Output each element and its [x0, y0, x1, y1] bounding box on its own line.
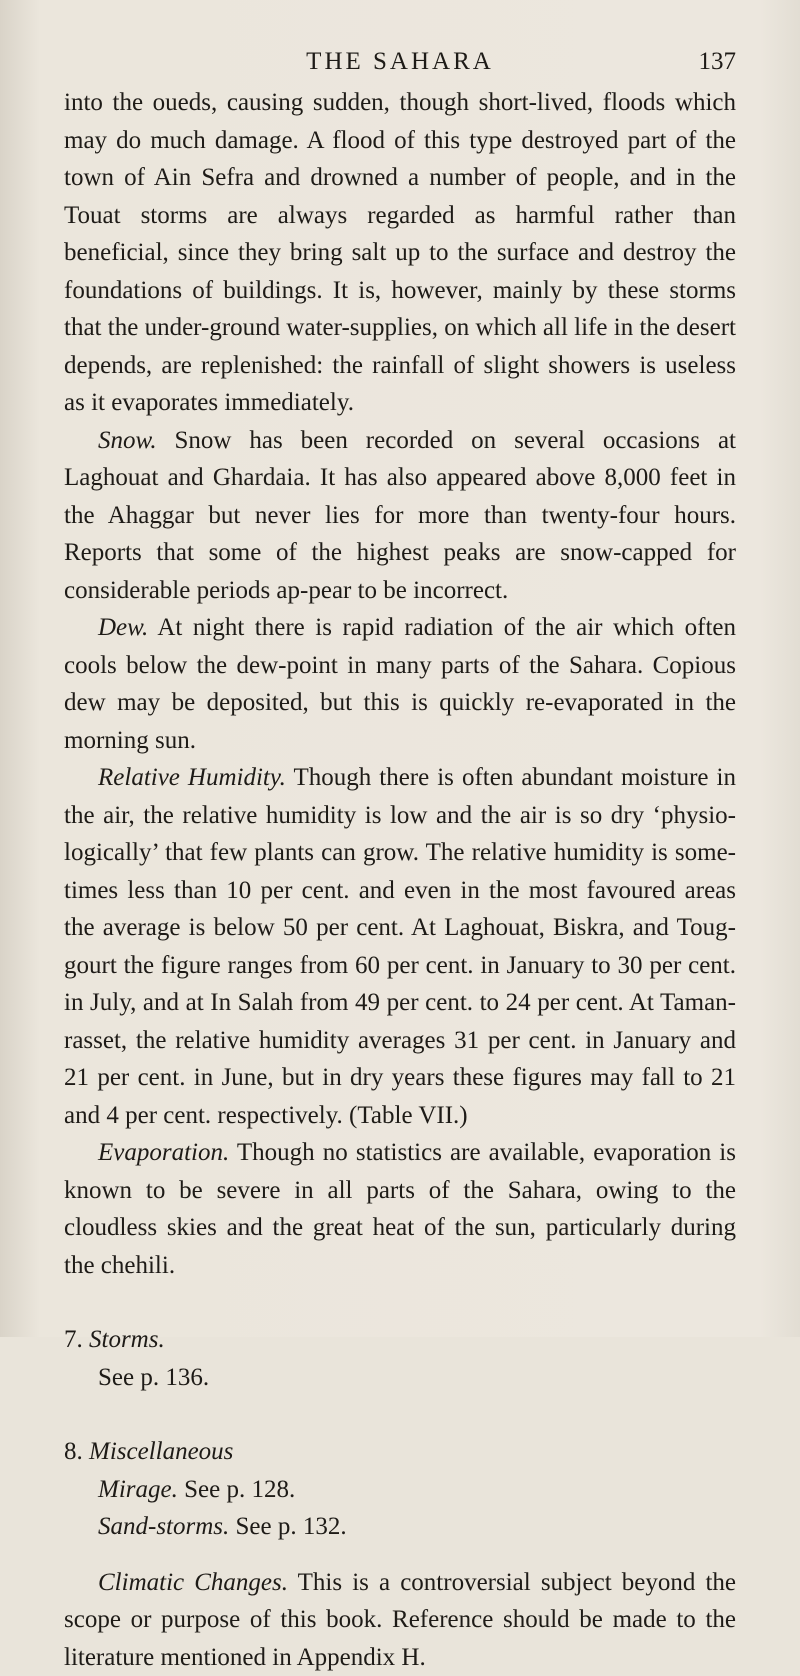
mirage-lead: Mirage. — [98, 1476, 178, 1503]
entry-mirage — [64, 1471, 736, 1509]
running-title: THE SAHARA — [64, 48, 736, 76]
body-text — [64, 84, 736, 1676]
humidity-lead: Relative Humidity. — [98, 764, 286, 791]
storms-reference: See p. 136. — [64, 1359, 736, 1397]
paragraph-dew — [64, 609, 736, 759]
paragraph-evaporation — [64, 1134, 736, 1284]
mirage-reference: See p. 128. — [184, 1476, 295, 1503]
climatic-text: This is a controversial subject beyond the scope or purpose of this book. Reference should be made to the literature mentioned in Appendix H. — [64, 1569, 736, 1671]
paragraph-floods: into the oueds, causing sudden, though short-lived, floods which may do much damage. A flood of this type destroyed part of the town of Ain Sefra and drowned a number of people, and in the Touat storms are always regarded as harmful rather than beneficial, since they bring salt up to the surface and destroy the foundations of buildings. It is, however, mainly by these storms that the under-ground water-supplies, on which all life in the desert depends, are replenished: the rainfall of slight showers is useless as it evaporates immediately. — [64, 84, 736, 422]
entry-sand-storms — [64, 1508, 736, 1546]
storms-heading: Storms. — [89, 1326, 165, 1353]
misc-number: 8. — [64, 1438, 83, 1465]
sand-storms-reference: See p. 132. — [236, 1513, 347, 1540]
paragraph-snow — [64, 422, 736, 610]
paragraph-relative-humidity — [64, 759, 736, 1134]
section-heading-miscellaneous — [64, 1433, 736, 1471]
evaporation-lead: Evaporation. — [98, 1139, 229, 1166]
misc-heading: Miscellaneous — [89, 1438, 233, 1465]
paragraph-climatic-changes — [64, 1564, 736, 1676]
page-number: 137 — [699, 48, 737, 76]
section-heading-storms — [64, 1321, 736, 1359]
dew-text: At night there is rapid radiation of the air which often cools below the dew-point in many parts of the Sahara. Copious dew may be deposited, but this is quickly re-evaporated in the morning sun. — [64, 614, 736, 754]
snow-lead: Snow. — [98, 427, 157, 454]
snow-text: Snow has been recorded on several occasions at Laghouat and Ghardaia. It has also appeared above 8,000 feet in the Ahaggar but never lies for more than twenty-four hours. Reports that some of the highest peaks are snow-capped for considerable periods ap-pear to be incorrect. — [64, 427, 736, 604]
storms-number: 7. — [64, 1326, 83, 1353]
sand-storms-lead: Sand-storms. — [98, 1513, 229, 1540]
dew-lead: Dew. — [98, 614, 148, 641]
climatic-lead: Climatic Changes. — [98, 1569, 288, 1596]
running-head — [64, 48, 736, 82]
evaporation-text: Though no statistics are available, evaporation is known to be severe in all parts of the Sahara, owing to the cloudless skies and the great heat of the sun, particularly during the chehili. — [64, 1139, 736, 1279]
humidity-text: Though there is often abundant moisture in the air, the relative humidity is low and the air is so dry ‘physio-logically’ that few plants can grow. The relative humidity is some-times less than 10 per cent. and even in the most favoured areas the average is below 50 per cent. At Laghouat, Biskra, and Toug-gourt the figure ranges from 60 per cent. in January to 30 per cent. in July, and at In Salah from 49 per cent. to 24 per cent. At Taman-rasset, the relative humidity averages 31 per cent. in January and 21 per cent. in June, but in dry years these figures may fall to 21 and 4 per cent. respectively. (Table VII.) — [64, 764, 736, 1129]
